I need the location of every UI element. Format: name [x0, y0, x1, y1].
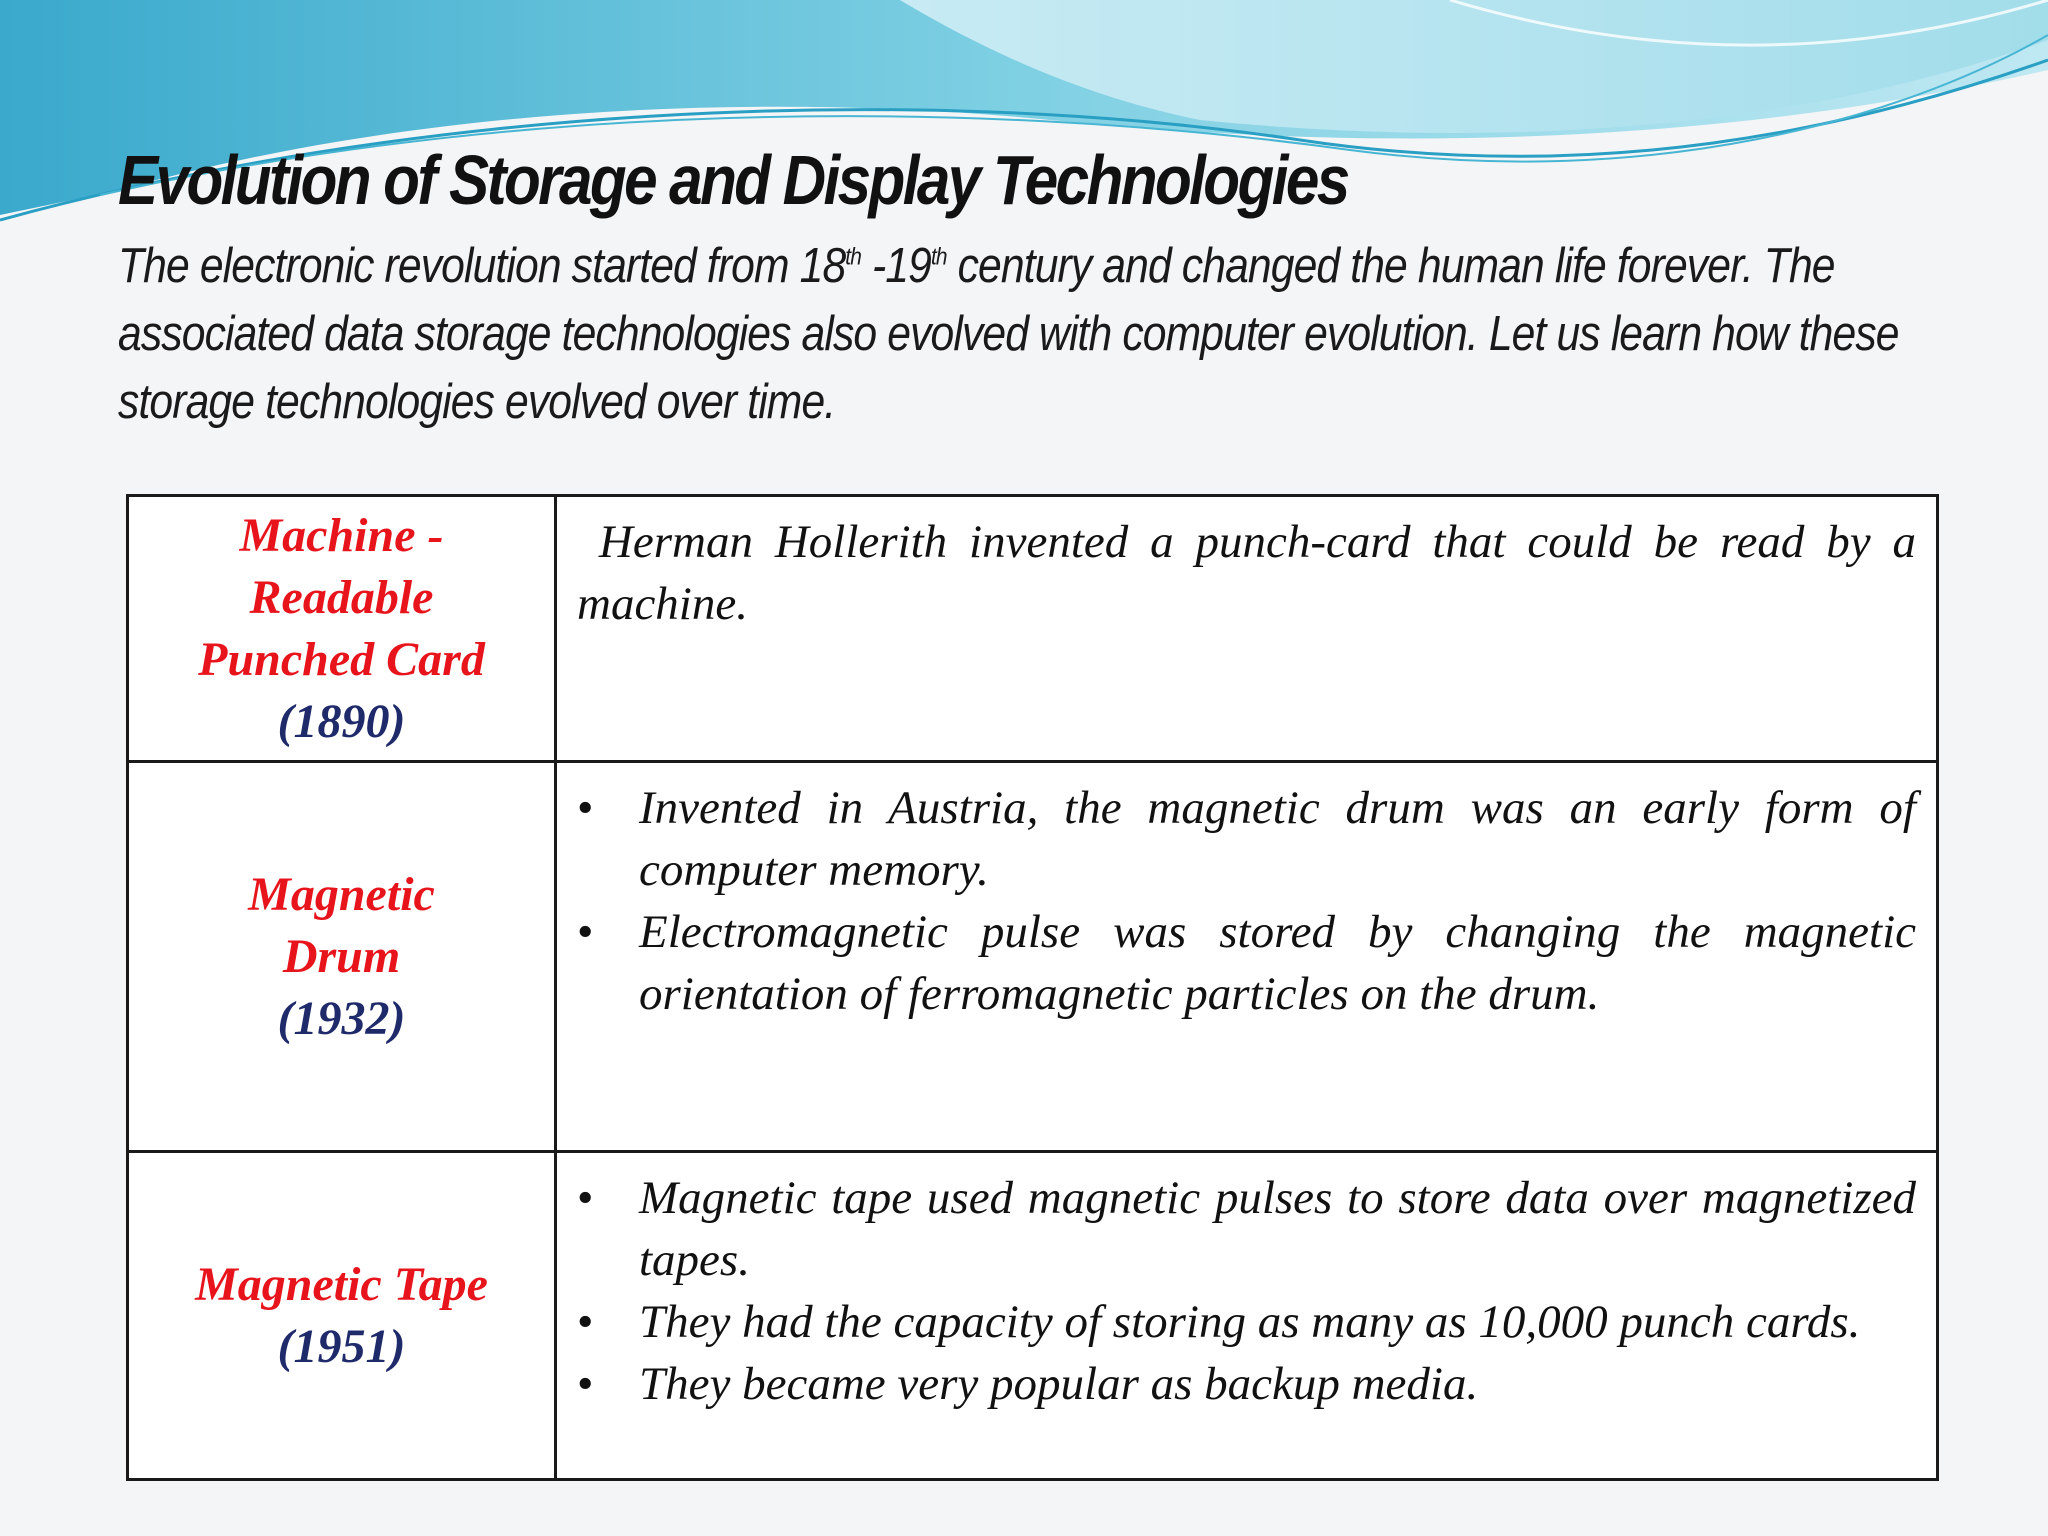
tech-name-line: Readable [249, 570, 434, 624]
tech-name-line: Drum [282, 929, 401, 983]
table-row-magnetic-tape [128, 1152, 1938, 1480]
table-row-punched-card [128, 496, 1938, 762]
bullet-item: • They had the capacity of storing as many as 10,000 punch cards. [639, 1291, 1916, 1353]
tech-description-cell [556, 762, 1938, 1152]
tech-year: (1951) [277, 1319, 406, 1373]
tech-description-cell [556, 1152, 1938, 1480]
intro-superscript-1: th [845, 243, 861, 271]
intro-text-1: The electronic revolution started from 18 [118, 239, 846, 293]
bullet-item: • They became very popular as backup media. [639, 1353, 1916, 1415]
tech-name-line: Magnetic [248, 867, 435, 921]
tech-year: (1890) [277, 694, 406, 748]
intro-text-2: -19 [860, 239, 931, 293]
intro-text-3: century and changed the human life forever. The associated data storage technologies also evolved with computer evolution. Let us learn how these storage technologies evolved over time. [118, 239, 1899, 429]
tech-year: (1932) [277, 991, 406, 1045]
tech-label-cell [128, 762, 556, 1152]
header-wave-decoration [0, 0, 2048, 260]
bullet-item: • Invented in Austria, the magnetic drum was an early form of computer memory. [639, 777, 1916, 901]
table-row-magnetic-drum [128, 762, 1938, 1152]
intro-superscript-2: th [930, 243, 947, 271]
bullet-list [577, 777, 1916, 1025]
tech-name-line: Punched Card [198, 632, 485, 686]
bullet-item: • Magnetic tape used magnetic pulses to store data over magnetized tapes. [639, 1167, 1916, 1291]
bullet-list [577, 1167, 1916, 1415]
bullet-item: • Electromagnetic pulse was stored by changing the magnetic orientation of ferromagnetic particles on the drum. [639, 901, 1916, 1025]
tech-name-line: Machine - [239, 508, 444, 562]
storage-technology-table [126, 494, 1939, 1481]
page-title: Evolution of Storage and Display Technologies [118, 141, 1348, 219]
tech-description: Herman Hollerith invented a punch-card that could be read by a machine. [577, 516, 1928, 630]
tech-description-cell [556, 496, 1938, 762]
tech-name-line: Magnetic Tape [195, 1257, 488, 1311]
tech-label-cell [128, 1152, 556, 1480]
tech-label-cell [128, 496, 556, 762]
intro-paragraph [118, 232, 1928, 436]
